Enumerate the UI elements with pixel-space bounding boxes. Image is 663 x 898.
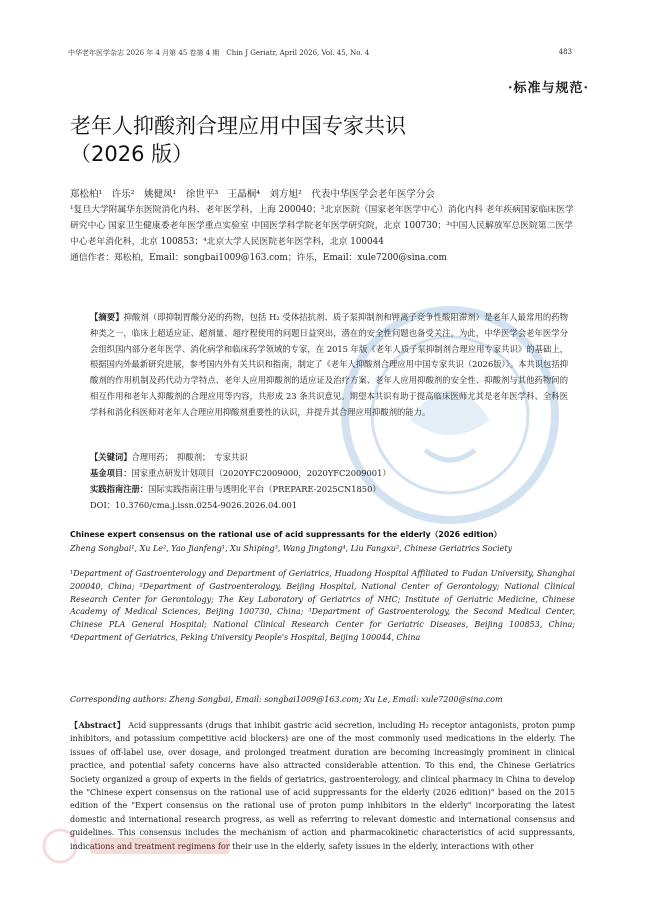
funding-text: 国家重点研发计划项目（2020YFC2009000，2020YFC2009001） [131,468,391,478]
english-abstract-text: Acid suppressants (drugs that inhibit gastric acid secretion, including H₂ receptor antagonists, proton pump inhibitors, and potassium competitive acid blockers) are one of the most commonly used medications in the elderly. The issues of off-label use, over dosage, and prolonged treatment duration are becoming increasingly prominent in clinical practice, and potential safety concerns have also attracted considerable attention. To this end, the Chinese Geriatrics Society organized a group of experts in the fields of geriatrics, gastroenterology, and clinical pharmacy in China to develop the "Chinese expert consensus on the rational use of acid suppressants for the elderly (2026 edition)" based on the 2015 edition of the "Expert consensus on the rational use of proton pump inhibitors in the elderly" incorporating the latest domestic and international research progress, as well as referring to relevant domestic and international consensus and guidelines. This consensus includes the mechanism of action and pharmacokinetic characteristics of acid suppressants, indications and treatment regimens for their use in the elderly, safety issues in the elderly, interactions with other [70,721,575,851]
author-list: 郑松柏¹ 许乐² 姚健凤¹ 徐世平³ 王晶桐⁴ 刘方旭² 代表中华医学会老年医学分会 [70,189,435,200]
running-header [68,48,572,58]
affiliations [70,202,580,266]
registry-label: 实践指南注册： [90,484,149,494]
english-abstract-label: 【Abstract】 [70,720,126,730]
title-line-2: （2026 版） [70,142,194,166]
keywords-label: 【关键词】 [90,452,132,462]
doi: DOI：10.3760/cma.j.issn.0254-9026.2026.04.001 [90,500,298,510]
registry-text: 国际实践指南注册与透明化平台（PREPARE-2025CN1850） [148,484,381,494]
english-corresponding: Corresponding authors: Zheng Songbai, Email: songbai1009@163.com; Xu Le, Email: xule7200@sina.com [70,695,503,704]
english-affiliations: ¹Department of Gastroenterology and Department of Geriatrics, Huadong Hospital Affiliated to Fudan University, Shanghai 200040, China; ²Department of Gastroenterology, Beijing Hospital, National Center of Gerontology; National Clinical Research Center for Gerontology; The Key Laboratory of Geriatrics of NHC; Institute of Geriatric Medicine, Chinese Academy of Medical Sciences, Beijing 100730, China; ³Department of Gastroenterology, the Second Medical Center, Chinese PLA General Hospital; National Clinical Research Center for Geriatric Diseases, Beijing 100853, China; ⁴Department of Geriatrics, Peking University People's Hospital, Beijing 100044, China [70,569,575,642]
abstract-text: 抑酸剂（即抑制胃酸分泌的药物，包括 H₂ 受体拮抗剂、质子泵抑制剂和钾离子竞争性酸阻滞剂）是老年人最常用的药物种类之一，临床上超适应证、超剂量、超疗程使用的问题日益突出，潜在的安全性问题也备受关注。为此，中华医学会老年医学分会组织国内部分老年医学、消化病学和临床药学领域的专家，在 2015 年版《老年人质子泵抑制剂合理应用专家共识》的基础上，根据国内外最新研究进展，参考国内外有关共识和指南，制定了《老年人抑酸剂合理应用中国专家共识（2026版）》。本共识包括抑酸剂的作用机制及药代动力学特点、老年人应用抑酸剂的适应证及治疗方案、老年人应用抑酸剂的安全性、抑酸剂与其他药物间的相互作用和老年人抑酸剂的合理应用等内容，共形成 23 条共识意见。期望本共识有助于提高临床医师尤其是老年医学科、全科医学科和消化科医师对老年人合理应用抑酸剂重要性的认识，并提升其合理应用抑酸剂的能力。 [90,312,568,417]
abstract-chinese [90,310,568,421]
article-title [70,112,570,168]
english-authors: Zheng Songbai¹, Xu Le², Yao Jianfeng¹, Xu Shiping³, Wang Jingtong⁴, Liu Fangxu², Chinese Geriatrics Society [70,544,513,553]
corresponding-author: 通信作者：郑松柏，Email：songbai1009@163.com；许乐，Email：xule7200@sina.com [70,253,447,263]
funding-label: 基金项目： [90,468,132,478]
affiliation-text: ¹复旦大学附属华东医院消化内科、老年医学科，上海 200040；²北京医院（国家老年医学中心）消化内科 老年疾病国家临床医学研究中心 国家卫生健康委老年医学重点实验室 中国医学科学院老年医学研究院，北京 100730；³中国人民解放军总医院第二医学中心老年消化科，北京 100853；⁴北京大学人民医院老年医学科，北京 100044 [70,205,574,247]
column-label: ·标准与规范· [507,81,589,96]
funding [90,467,568,479]
abstract-label: 【摘要】 [90,312,124,322]
title-line-1: 老年人抑酸剂合理应用中国专家共识 [70,114,406,138]
abstract-english [70,719,575,853]
keywords [90,451,568,463]
english-title: Chinese expert consensus on the rational use of acid suppressants for the elderly（2026 edition） [70,530,502,539]
registry [90,483,568,495]
journal-line: 中华老年医学杂志 2026 年 4 月第 45 卷第 4 期 Chin J Geriatr, April 2026, Vol. 45, No. 4 [68,49,370,57]
keywords-text: 合理用药； 抑酸剂； 专家共识 [131,452,248,462]
page-number: 483 [558,48,572,56]
